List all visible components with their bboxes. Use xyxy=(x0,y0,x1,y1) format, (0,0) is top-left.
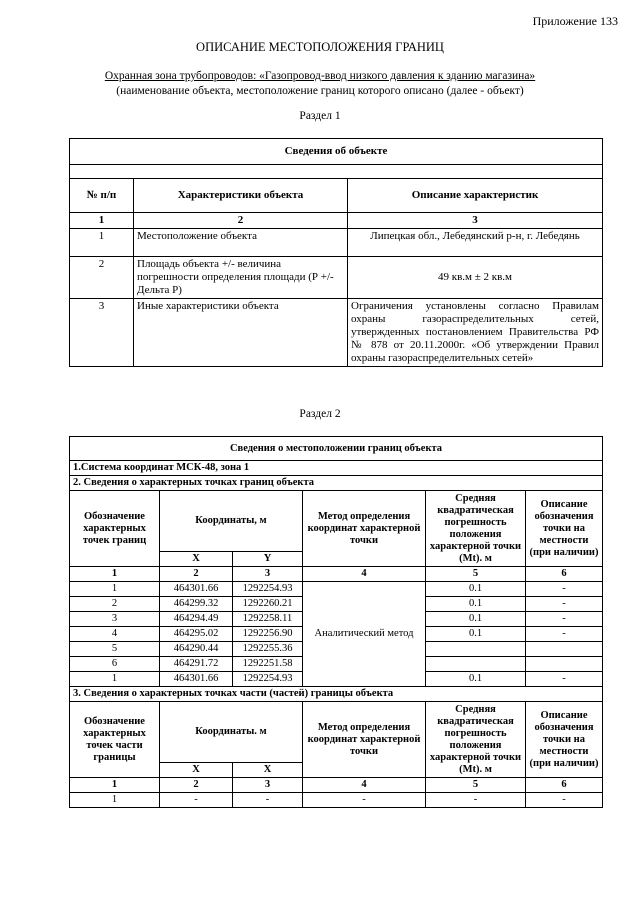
point-number: 6 xyxy=(70,657,160,672)
header-x: X xyxy=(160,552,233,567)
index-cell: 1 xyxy=(70,567,160,582)
point-desc: - xyxy=(526,627,603,642)
table-row xyxy=(70,582,603,597)
point-number: 2 xyxy=(70,597,160,612)
index-cell: 3 xyxy=(233,778,303,793)
header-x: X xyxy=(160,763,233,778)
index-cell: 1 xyxy=(70,213,134,229)
row-number: 1 xyxy=(70,229,134,257)
point-desc: - xyxy=(526,793,603,808)
point-x: 464294.49 xyxy=(160,612,233,627)
point-error: 0.1 xyxy=(426,672,526,687)
index-cell: 2 xyxy=(134,213,348,229)
point-desc: - xyxy=(526,582,603,597)
header-point: Обозначение характерных точек части границы xyxy=(70,702,160,778)
part3-title: 3. Сведения о характерных точках части (частей) границы объекта xyxy=(70,687,603,702)
header-description: Описание характеристик xyxy=(348,179,603,213)
point-number: 5 xyxy=(70,642,160,657)
object-name: Охранная зона трубопроводов: «Газопровод-ввод низкого давления к зданию магазина» xyxy=(104,70,536,82)
table-row xyxy=(70,257,603,299)
appendix-label: Приложение 133 xyxy=(532,14,618,28)
object-caption: (наименование объекта, местоположение границ которого описано (далее - объект) xyxy=(116,85,524,97)
row-characteristic: Местоположение объекта xyxy=(134,229,348,257)
point-x: 464299.32 xyxy=(160,597,233,612)
point-number: 4 xyxy=(70,627,160,642)
header-desc: Описание обозначения точки на местности (при наличии) xyxy=(526,491,603,567)
crs-row: 1.Система координат МСК-48, зона 1 xyxy=(70,461,603,476)
header-point: Обозначение характерных точек границ xyxy=(70,491,160,567)
point-x: 464290.44 xyxy=(160,642,233,657)
point-method: - xyxy=(303,793,426,808)
point-x: 464295.02 xyxy=(160,627,233,642)
point-y: 1292256.90 xyxy=(233,627,303,642)
point-error: - xyxy=(426,793,526,808)
row-description: Ограничения установлены согласно Правилам охраны газораспределительных сетей, утвержденных постановлением Правительства РФ № 878 от 20.11.2000г. «Об утверждении Правил охраны газораспределительных сетей» xyxy=(348,299,603,367)
header-characteristic: Характеристики объекта xyxy=(134,179,348,213)
part2-title: 2. Сведения о характерных точках границ объекта xyxy=(70,476,603,491)
index-cell: 3 xyxy=(233,567,303,582)
header-desc: Описание обозначения точки на местности (при наличии) xyxy=(526,702,603,778)
table-row xyxy=(70,793,603,808)
section2-heading: Раздел 2 xyxy=(299,408,341,420)
row-characteristic: Площадь объекта +/- величина погрешности определения площади (Р +/- Дельта Р) xyxy=(134,257,348,299)
point-desc xyxy=(526,657,603,672)
point-number: 3 xyxy=(70,612,160,627)
index-cell: 5 xyxy=(426,778,526,793)
point-x: 464291.72 xyxy=(160,657,233,672)
object-header xyxy=(20,69,620,99)
point-number: 1 xyxy=(70,672,160,687)
point-y: 1292258.11 xyxy=(233,612,303,627)
object-info-table xyxy=(69,138,603,367)
table-row xyxy=(70,229,603,257)
table-row xyxy=(70,299,603,367)
method-cell: Аналитический метод xyxy=(303,582,426,687)
header-error: Средняя квадратическая погрешность положения характерной точки (Mt). м xyxy=(426,491,526,567)
section1-heading: Раздел 1 xyxy=(299,110,341,122)
page-title: ОПИСАНИЕ МЕСТОПОЛОЖЕНИЯ ГРАНИЦ xyxy=(196,40,444,54)
header-error: Средняя квадратическая погрешность положения характерной точки (Mt). м xyxy=(426,702,526,778)
header-method: Метод определения координат характерной точки xyxy=(303,491,426,567)
table-title: Сведения о местоположении границ объекта xyxy=(70,437,603,461)
index-cell: 6 xyxy=(526,778,603,793)
row-description: 49 кв.м ± 2 кв.м xyxy=(348,257,603,299)
point-number: 1 xyxy=(70,582,160,597)
point-error: 0.1 xyxy=(426,627,526,642)
point-x: 464301.66 xyxy=(160,672,233,687)
point-desc xyxy=(526,642,603,657)
header-coords: Координаты, м xyxy=(160,491,303,552)
point-y: 1292254.93 xyxy=(233,582,303,597)
row-description: Липецкая обл., Лебедянский р-н, г. Лебедянь xyxy=(348,229,603,257)
point-y: 1292260.21 xyxy=(233,597,303,612)
point-y: 1292251.58 xyxy=(233,657,303,672)
row-number: 2 xyxy=(70,257,134,299)
header-y: Y xyxy=(233,552,303,567)
row-number: 3 xyxy=(70,299,134,367)
point-error: 0.1 xyxy=(426,582,526,597)
row-characteristic: Иные характеристики объекта xyxy=(134,299,348,367)
point-y: 1292254.93 xyxy=(233,672,303,687)
index-cell: 4 xyxy=(303,778,426,793)
index-cell: 3 xyxy=(348,213,603,229)
boundary-table xyxy=(69,436,603,808)
index-cell: 5 xyxy=(426,567,526,582)
point-x: 464301.66 xyxy=(160,582,233,597)
index-cell: 6 xyxy=(526,567,603,582)
header-number: № п/п xyxy=(70,179,134,213)
table-title: Сведения об объекте xyxy=(70,139,603,165)
point-desc: - xyxy=(526,672,603,687)
point-error xyxy=(426,642,526,657)
index-cell: 2 xyxy=(160,778,233,793)
header-coords: Координаты. м xyxy=(160,702,303,763)
index-cell: 2 xyxy=(160,567,233,582)
point-number: 1 xyxy=(70,793,160,808)
header-x: X xyxy=(233,763,303,778)
index-cell: 4 xyxy=(303,567,426,582)
point-y: - xyxy=(233,793,303,808)
point-error xyxy=(426,657,526,672)
point-x: - xyxy=(160,793,233,808)
header-method: Метод определения координат характерной точки xyxy=(303,702,426,778)
point-error: 0.1 xyxy=(426,597,526,612)
point-y: 1292255.36 xyxy=(233,642,303,657)
point-desc: - xyxy=(526,612,603,627)
index-cell: 1 xyxy=(70,778,160,793)
empty-row xyxy=(70,165,603,179)
point-desc: - xyxy=(526,597,603,612)
point-error: 0.1 xyxy=(426,612,526,627)
